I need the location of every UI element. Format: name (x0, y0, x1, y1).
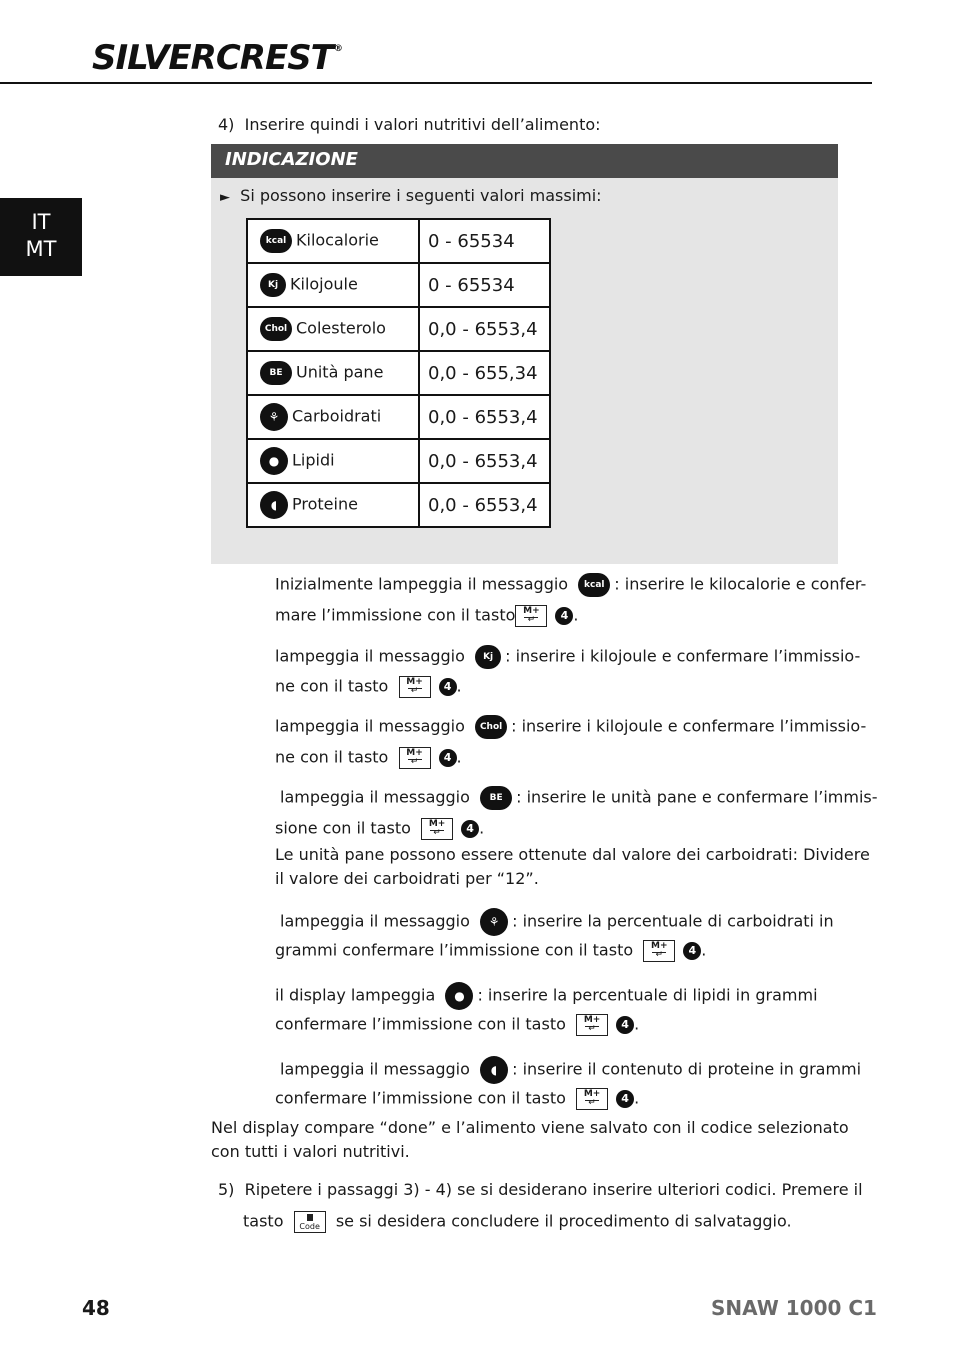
step5-line2: tasto Code se si desidera concludere il procedimento di salvataggio. (243, 1211, 792, 1231)
kj-icon: Kj (475, 645, 501, 669)
instruction-fat-line2: confermare l’immissione con il tasto M+ ↵ 4 . (275, 1014, 640, 1034)
instruction-kcal-line2: mare l’immissione con il tasto M+ ↵ 4 . (275, 605, 579, 625)
kj-icon: Kj (260, 273, 286, 297)
range-cell: 0,0 - 6553,4 (419, 439, 550, 483)
protein-egg-icon: ◖ (260, 491, 288, 519)
brand-logo: SILVERCREST® (92, 38, 342, 78)
carbohydrate-icon: ⚘ (480, 908, 508, 936)
step5-line1: 5) Ripetere i passaggi 3) - 4) se si desiderano inserire ulteriori codici. Premere il (218, 1180, 863, 1199)
table-row: kcal Kilocalorie 0 - 65534 (247, 219, 550, 263)
range-cell: 0,0 - 6553,4 (419, 483, 550, 527)
chol-icon: Chol (260, 317, 292, 341)
instruction-kcal-line1: Inizialmente lampeggia il messaggio kcal : inserire le kilocalorie e confer- (275, 573, 866, 597)
table-row: ⚘ Carboidrati 0,0 - 6553,4 (247, 395, 550, 439)
m-plus-enter-key-icon: M+ ↵ (421, 818, 453, 840)
table-row: ● Lipidi 0,0 - 6553,4 (247, 439, 550, 483)
ref-number-4: 4 (439, 749, 457, 767)
bullet-icon: ► (220, 190, 230, 205)
ref-number-4: 4 (616, 1090, 634, 1108)
ref-number-4: 4 (439, 678, 457, 696)
m-plus-enter-key-icon: M+ ↵ (576, 1088, 608, 1110)
language-tab-mt: MT (25, 237, 57, 261)
be-icon: BE (480, 786, 512, 810)
instruction-protein-line2: confermare l’immissione con il tasto M+ ↵ 4 . (275, 1088, 640, 1108)
ref-number-4: 4 (683, 942, 701, 960)
m-plus-enter-key-icon: M+ ↵ (399, 747, 431, 769)
range-cell: 0 - 65534 (419, 219, 550, 263)
carbohydrate-icon: ⚘ (260, 403, 288, 431)
range-cell: 0,0 - 6553,4 (419, 395, 550, 439)
bread-unit-note-line2: il valore dei carboidrati per “12”. (275, 869, 539, 888)
instruction-carb-line1: lampeggia il messaggio ⚘ : inserire la percentuale di carboidrati in (280, 908, 834, 936)
be-icon: BE (260, 361, 292, 385)
instruction-fat-line1: il display lampeggia ● : inserire la percentuale di lipidi in grammi (275, 982, 818, 1010)
kcal-icon: kcal (578, 573, 610, 597)
done-text-line2: con tutti i valori nutritivi. (211, 1142, 410, 1161)
ref-number-4: 4 (461, 820, 479, 838)
table-row: Chol Colesterolo 0,0 - 6553,4 (247, 307, 550, 351)
page-number: 48 (82, 1296, 110, 1320)
range-cell: 0,0 - 655,34 (419, 351, 550, 395)
model-name: SNAW 1000 C1 (711, 1296, 877, 1320)
ref-number-4: 4 (616, 1016, 634, 1034)
m-plus-enter-key-icon: M+ ↵ (643, 940, 675, 962)
language-tab (0, 198, 82, 276)
m-plus-enter-key-icon: M+ ↵ (576, 1014, 608, 1036)
note-intro: ► Si possono inserire i seguenti valori massimi: (220, 186, 602, 205)
instruction-chol-line1: lampeggia il messaggio Chol : inserire i kilojoule e confermare l’immissio- (275, 715, 866, 739)
step4-text: 4) Inserire quindi i valori nutritivi dell’alimento: (218, 115, 601, 134)
instruction-be-line2: sione con il tasto M+ ↵ 4 . (275, 818, 485, 838)
instruction-be-line1: lampeggia il messaggio BE : inserire le unità pane e confermare l’immis- (280, 786, 878, 810)
instruction-chol-line2: ne con il tasto M+ ↵ 4 . (275, 747, 462, 767)
fat-drop-icon: ● (445, 982, 473, 1010)
table-row: ◖ Proteine 0,0 - 6553,4 (247, 483, 550, 527)
chol-icon: Chol (475, 715, 507, 739)
m-plus-enter-key-icon: M+ ↵ (515, 605, 547, 627)
instruction-protein-line1: lampeggia il messaggio ◖ : inserire il contenuto di proteine in grammi (280, 1056, 861, 1084)
instruction-carb-line2: grammi confermare l’immissione con il tasto M+ ↵ 4 . (275, 940, 707, 960)
instruction-kj-line2: ne con il tasto M+ ↵ 4 . (275, 676, 462, 696)
bread-unit-note-line1: Le unità pane possono essere ottenute dal valore dei carboidrati: Dividere (275, 845, 870, 864)
instruction-kj-line1: lampeggia il messaggio Kj : inserire i kilojoule e confermare l’immissio- (275, 645, 860, 669)
ref-number-4: 4 (555, 607, 573, 625)
note-title: INDICAZIONE (225, 149, 358, 170)
code-key-icon: Code (294, 1211, 326, 1233)
kcal-icon: kcal (260, 229, 292, 253)
header-rule (0, 82, 872, 84)
range-cell: 0,0 - 6553,4 (419, 307, 550, 351)
fat-drop-icon: ● (260, 447, 288, 475)
language-tab-it: IT (31, 210, 51, 234)
table-row: BE Unità pane 0,0 - 655,34 (247, 351, 550, 395)
m-plus-enter-key-icon: M+ ↵ (399, 676, 431, 698)
protein-egg-icon: ◖ (480, 1056, 508, 1084)
done-text-line1: Nel display compare “done” e l’alimento viene salvato con il codice selezionato (211, 1118, 849, 1137)
range-cell: 0 - 65534 (419, 263, 550, 307)
table-row: Kj Kilojoule 0 - 65534 (247, 263, 550, 307)
max-values-table (246, 218, 551, 528)
